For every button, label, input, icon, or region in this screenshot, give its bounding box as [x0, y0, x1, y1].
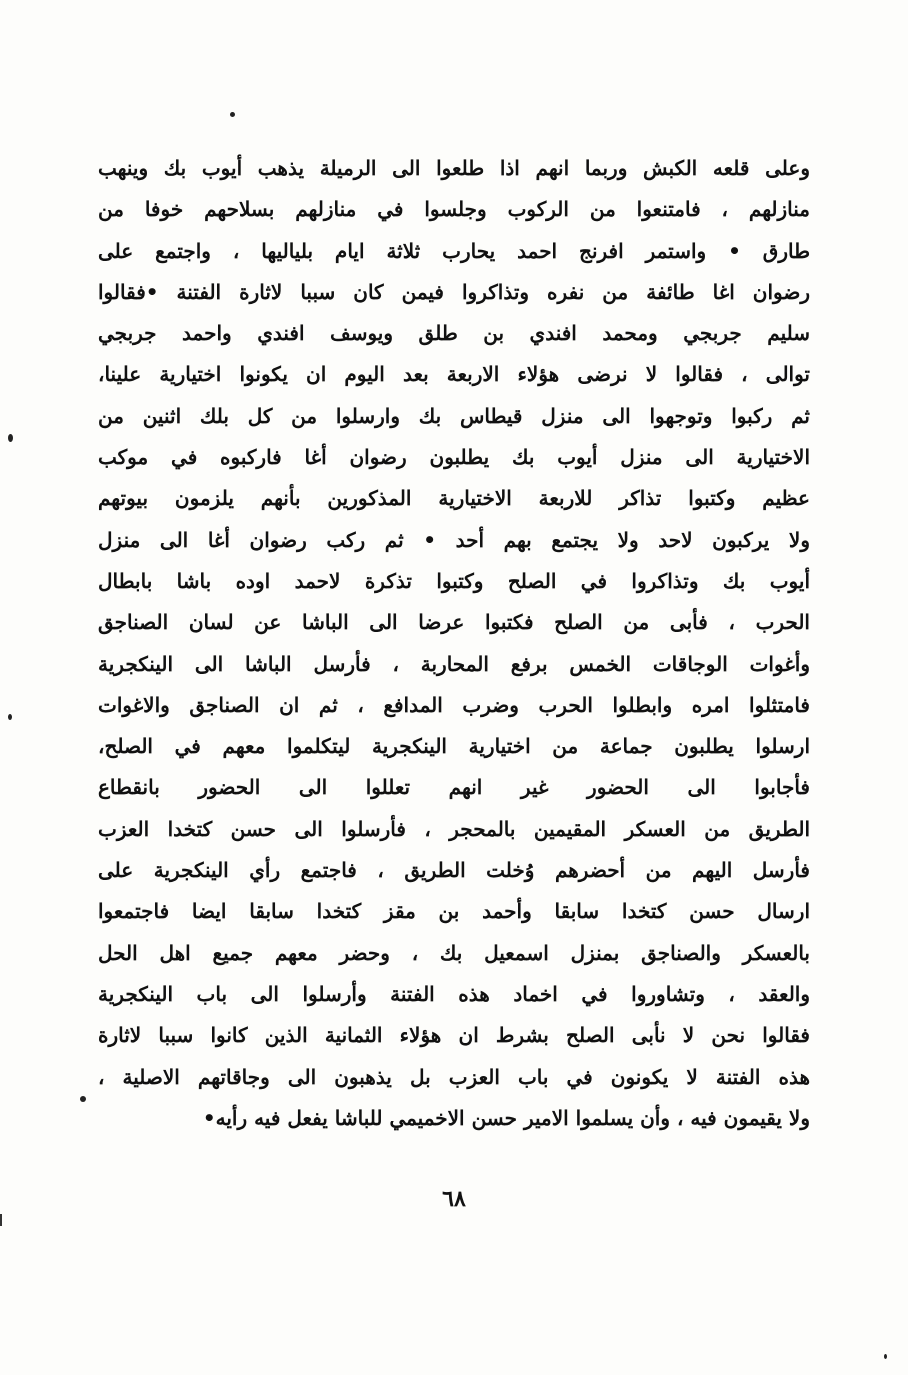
text-line: فأجابوا الى الحضور غير انهم تعللوا الى الحضور بانقطاع [98, 775, 810, 800]
text-line: ولا يقيمون فيه ، وأن يسلموا الامير حسن الاخميمي للباشا يفعل فيه رأيه• [202, 1105, 810, 1130]
text-line: منازلهم ، فامتنعوا من الركوب وجلسوا في منازلهم بسلاحهم خوفا من [98, 197, 810, 222]
text-line: هذه الفتنة لا يكونون في باب العزب بل يذهبون الى وجاقاتهم الاصلية ، [98, 1064, 810, 1089]
text-line: أيوب بك وتذاكروا في الصلح وكتبوا تذكرة لاحمد اوده باشا بابطال [98, 568, 810, 593]
text-line: والعقد ، وتشاوروا في اخماد هذه الفتنة وأرسلوا الى باب الينكجرية [98, 981, 810, 1006]
scan-speck [230, 112, 235, 117]
scan-speck [8, 714, 12, 720]
body-text [98, 148, 810, 1139]
text-line: رضوان اغا طائفة من نفره وتذاكروا فيمن كان سببا لاثارة الفتنة •فقالوا [98, 279, 810, 304]
text-line: الطريق من العسكر المقيمين بالمحجر ، فأرسلوا الى حسن كتخدا العزب [98, 816, 810, 841]
text-line: توالى ، فقالوا لا نرضى هؤلاء الاربعة بعد اليوم ان يكونوا اختيارية علينا، [98, 362, 810, 387]
text-line: فامتثلوا امره وابطلوا الحرب وضرب المدافع ، ثم ان الصناجق والاغوات [98, 692, 810, 717]
page-number: ٦٨ [442, 1186, 466, 1212]
text-line: ثم ركبوا وتوجهوا الى منزل قيطاس بك وارسلوا من كل بلك اثنين من [98, 403, 810, 428]
scan-speck [884, 1354, 887, 1359]
text-line: فقالوا نحن لا نأبى الصلح بشرط ان هؤلاء الثمانية الذين كانوا سببا لاثارة [98, 1023, 810, 1048]
text-line: طارق • واستمر افرنج احمد يحارب ثلاثة ايام بلياليها ، واجتمع على [98, 238, 810, 263]
text-line: وعلى قلعه الكبش وربما انهم اذا طلعوا الى الرميلة يذهب أيوب بك وينهب [98, 156, 810, 180]
text-line: عظيم وكتبوا تذاكر للاربعة الاختيارية المذكورين بأنهم يلزمون بيوتهم [98, 486, 810, 511]
text-line: سليم جربجي ومحمد افندي بن طلق ويوسف افندي واحمد جربجي [98, 321, 810, 346]
scan-edge-mark [0, 1214, 2, 1226]
text-line: ارسال حسن كتخدا سابقا وأحمد بن مقز كتخدا سابقا ايضا فاجتمعوا [98, 899, 810, 924]
text-line: الاختيارية الى منزل أيوب بك يطلبون رضوان أغا فاركبوه في موكب [98, 445, 810, 470]
text-line: ارسلوا يطلبون جماعة من اختيارية الينكجرية ليتكلموا معهم في الصلح، [98, 734, 810, 759]
scan-speck [80, 1096, 86, 1102]
text-line: ولا يركبون لاحد ولا يجتمع بهم أحد • ثم ركب رضوان أغا الى منزل [98, 527, 810, 552]
text-line: الحرب ، فأبى من الصلح فكتبوا عرضا الى الباشا عن لسان الصناجق [98, 610, 810, 635]
text-line: بالعسكر والصناجق بمنزل اسمعيل بك ، وحضر معهم جميع اهل الحل [98, 940, 810, 965]
scan-speck [8, 434, 13, 442]
text-line: فأرسل اليهم من أحضرهم وُخلت الطريق ، فاجتمع رأي الينكجرية على [98, 858, 810, 883]
text-line: وأغوات الوجاقات الخمس برفع المحاربة ، فأرسل الباشا الى الينكجرية [98, 651, 810, 676]
